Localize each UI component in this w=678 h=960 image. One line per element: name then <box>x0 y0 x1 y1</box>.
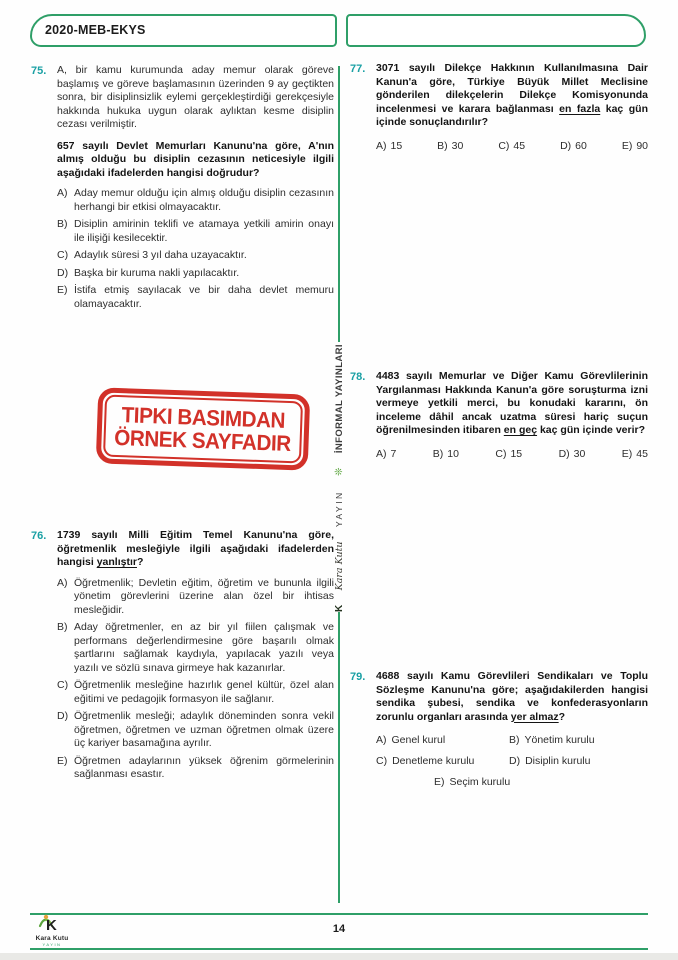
option-d <box>560 140 587 152</box>
option-letter: A) <box>57 187 68 199</box>
option-text: Aday öğretmenler, en az bir yıl fiilen çalışmak ve performans değerlendirmesine göre başarılı olmak şartlarını sağlamak kaydıyla, yapılacak yazılı veya yazılı ve sözlü sınava girmeye hak kazanırlar. <box>74 621 334 674</box>
stamp-inner-border <box>103 395 303 464</box>
column-divider-top <box>338 66 340 342</box>
option-text: Genel kurul <box>391 734 446 746</box>
option-text: Başka bir kuruma nakli yapılacaktır. <box>74 266 240 279</box>
option-d <box>559 448 586 460</box>
yayin-label: YAYIN <box>334 490 344 528</box>
option-letter: C) <box>495 447 507 460</box>
option-e <box>622 140 648 152</box>
prompt-text: kaç gün içinde verir? <box>537 424 645 436</box>
column-divider-bottom <box>338 612 340 903</box>
question-number: 78. <box>350 370 366 383</box>
question-number: 76. <box>31 529 47 542</box>
option-text: Denetleme kurulu <box>392 755 475 767</box>
option-text: 10 <box>447 447 459 460</box>
karakutu-logo <box>30 914 74 947</box>
question-prompt <box>376 370 648 438</box>
question-77 <box>350 62 648 152</box>
option-text: 15 <box>510 447 523 460</box>
option-text: 45 <box>636 447 648 460</box>
prompt-text: 1739 sayılı Milli Eğitim Temel Kanunu'na göre, öğretmenlik mesleğiyle ilgili aşağıdaki ifadelerden hangisi <box>57 529 334 568</box>
header-title-box <box>30 14 337 47</box>
option-text: Öğretmenlik mesleği; adaylık döneminden sonra vekil öğretmen, öğretmen ve uzman öğretmen olmak üzere üç kariyer basamağına ayrılır. <box>74 710 334 749</box>
option-letter: D) <box>57 710 69 722</box>
header-empty-box <box>346 14 646 47</box>
option-letter: B) <box>432 447 444 460</box>
option-letter: B) <box>57 621 68 633</box>
option-letter: E) <box>434 776 445 788</box>
option-text: 60 <box>575 139 587 152</box>
option-c <box>376 755 509 767</box>
option-letter: D) <box>57 266 69 279</box>
option-d <box>57 710 334 751</box>
footer-rule-bottom <box>30 948 648 950</box>
option-letter: B) <box>509 734 520 746</box>
option-d <box>509 755 648 767</box>
option-text: 7 <box>390 447 397 460</box>
option-text: 30 <box>451 139 464 152</box>
options-row <box>376 140 648 152</box>
option-c <box>57 249 334 263</box>
underlined-text: en geç <box>503 424 538 436</box>
question-number: 79. <box>350 670 366 683</box>
option-letter: D) <box>509 755 521 767</box>
option-c <box>498 140 525 152</box>
option-letter: E) <box>621 139 633 152</box>
prompt-text: 4688 sayılı Kamu Görevlileri Sendikaları ve Toplu Sözleşme Kanunu'na göre; aşağıdakilerden hangisi sendika şubesi, sendika ve konfederasyonların zorunlu organları arasında <box>376 670 648 723</box>
option-b <box>437 140 463 152</box>
option-letter: B) <box>437 139 448 152</box>
option-letter: E) <box>57 284 68 296</box>
option-letter: D) <box>560 139 572 152</box>
option-letter: C) <box>57 249 69 261</box>
option-a <box>57 577 334 618</box>
option-letter: B) <box>57 218 68 230</box>
prompt-text: 3071 sayılı Dilekçe Hakkının Kullanılmasına Dair Kanun'a göre, Türkiye Büyük Millet Meclisine gönderilen dilekçelerin Dilekçe Komisyonunda incelenmesi ve karara bağlanması <box>376 62 648 115</box>
question-prompt <box>57 529 334 570</box>
option-letter: A) <box>376 447 387 460</box>
prompt-text: kaç gün içinde sonuçlandırılır? <box>376 102 649 128</box>
option-d <box>57 267 334 281</box>
option-e <box>622 448 648 460</box>
option-e <box>57 284 334 311</box>
option-c <box>57 679 334 706</box>
options-grid <box>376 734 648 767</box>
prompt-text: ? <box>136 556 144 568</box>
option-text: Disiplin kurulu <box>525 755 591 767</box>
option-text: Aday memur olduğu için almış olduğu disiplin cezasının herhangi bir etkisi olmayacaktır. <box>74 187 334 213</box>
option-a <box>376 140 402 152</box>
option-a <box>376 448 396 460</box>
question-prompt <box>57 140 334 181</box>
question-79 <box>350 670 648 788</box>
option-e <box>57 755 334 782</box>
option-text: 30 <box>573 447 586 460</box>
question-78 <box>350 370 648 460</box>
option-b <box>433 448 459 460</box>
options-row <box>376 448 648 460</box>
option-letter: E) <box>621 447 633 460</box>
logo-subtitle: YAYIN <box>42 942 62 947</box>
underlined-text: yanlıştır <box>96 556 137 568</box>
option-a <box>57 187 334 214</box>
option-letter: A) <box>376 139 387 152</box>
option-e <box>434 776 648 788</box>
option-letter: A) <box>376 734 387 746</box>
logo-mark <box>30 914 74 934</box>
question-number: 77. <box>350 62 366 75</box>
prompt-text: 657 sayılı Devlet Memurları Kanunu'na göre, A'nın almış olduğu bu disiplin cezasının neticesiyle ilgili aşağıdaki ifadelerden hangisi doğrudur? <box>57 139 334 179</box>
option-letter: A) <box>57 576 68 589</box>
option-text: 15 <box>390 139 403 152</box>
option-text: Öğretmenlik mesleğine hazırlık genel kültür, özel alan eğitimi ve pedagojik formasyon ile sağlanır. <box>74 679 334 705</box>
option-text: Disiplin amirinin teklifi ve atamaya yetkili amirin onayı ile ilişiği kesilecektir. <box>74 218 334 244</box>
option-text: 90 <box>636 139 648 152</box>
exam-title: 2020-MEB-EKYS <box>45 23 146 37</box>
option-b <box>509 734 648 746</box>
option-letter: E) <box>57 754 68 767</box>
option-b <box>57 621 334 675</box>
option-text: Seçim kurulu <box>449 776 511 788</box>
option-letter: C) <box>376 755 388 767</box>
option-text: Yönetim kurulu <box>524 734 595 746</box>
option-letter: C) <box>498 139 510 152</box>
question-body: A, bir kamu kurumunda aday memur olarak göreve başlamış ve göreve başlamasının üzerinden 9 ay geçtikten sonra, bir disiplinsizlik eylemi gerçekleştirdiği gerekçesiyle hakkında hukuka uygun olarak aylıktan kesme disiplin cezası verilmiştir. <box>57 64 334 130</box>
question-number: 75. <box>31 64 47 77</box>
page-edge-shadow <box>0 953 678 960</box>
karakutu-k-icon: K <box>333 604 345 612</box>
tipki-basimdan-stamp <box>96 387 311 470</box>
logo-k-letter: K <box>46 917 57 934</box>
option-letter: D) <box>558 447 570 460</box>
question-76 <box>31 529 334 786</box>
karakutu-wordmark: Kara Kutu <box>333 541 345 591</box>
question-prompt <box>376 670 648 724</box>
splat-icon: ❊ <box>333 467 345 476</box>
question-75 <box>31 64 334 315</box>
option-text: Adaylık süresi 3 yıl daha uzayacaktır. <box>74 249 247 261</box>
options-list <box>57 577 334 782</box>
option-text: İstifa etmiş sayılacak ve bir daha devlet memuru olamayacaktır. <box>74 284 334 310</box>
question-prompt <box>376 62 648 130</box>
option-a <box>376 734 509 746</box>
prompt-text: 4483 sayılı Memurlar ve Diğer Kamu Görevlilerinin Yargılanması Hakkında Kanun'a göre soruşturma izni vermeye yetkili merci, bu konudaki kararını, ön inceleme dâhil ancak uzatma süresi hariç suçun öğrenilmesinden itibaren <box>376 370 648 436</box>
stamp-line-1: TIPKI BASIMDAN <box>121 401 286 433</box>
option-c <box>495 448 522 460</box>
option-text: Öğretmen adaylarının yüksek öğrenim görmelerinin sağlanması esastır. <box>74 754 334 780</box>
informal-yayinlari-label: İNFORMAL YAYINLARI <box>333 344 345 454</box>
stamp-line-2: ÖRNEK SAYFADIR <box>113 424 292 457</box>
footer-rule-top <box>30 913 648 915</box>
prompt-text: ? <box>558 710 566 723</box>
page-number: 14 <box>332 923 346 935</box>
option-text: Öğretmenlik; Devletin eğitim, öğretim ve bununla ilgili yönetim görevlerini üzerine alan özel bir ihtisas mesleğidir. <box>74 576 334 616</box>
logo-title: Kara Kutu <box>35 935 69 942</box>
option-letter: C) <box>57 679 69 691</box>
option-b <box>57 218 334 245</box>
options-list <box>57 187 334 311</box>
underlined-text: en fazla <box>559 102 601 115</box>
option-text: 45 <box>513 139 526 152</box>
underlined-text: yer almaz <box>510 710 559 723</box>
